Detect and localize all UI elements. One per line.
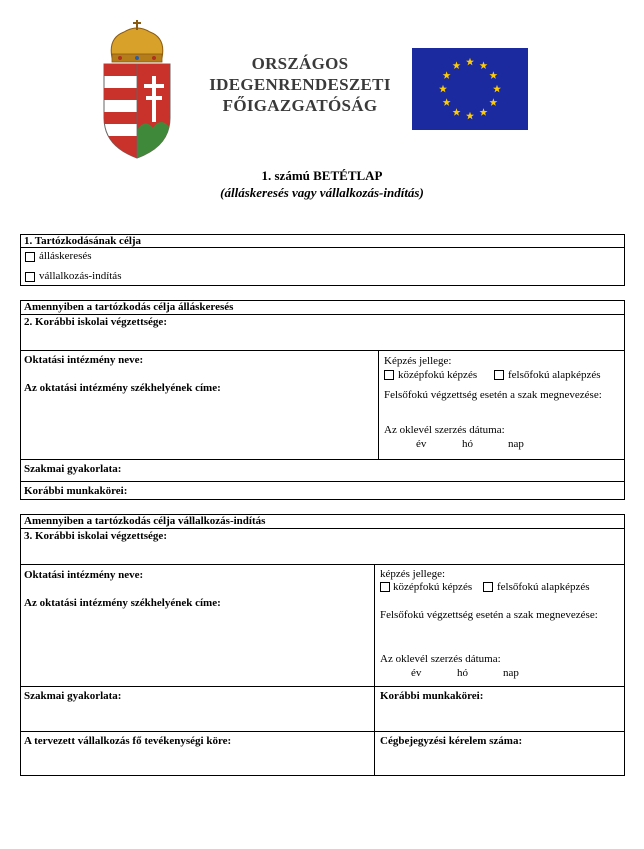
business-day-label: nap (503, 667, 519, 679)
job-search-month-label: hó (462, 438, 473, 450)
job-search-year-label: év (416, 438, 427, 450)
job-search-institution-address-label: Az oktatási intézmény székhelyének címe: (24, 382, 221, 394)
business-institution-address-label: Az oktatási intézmény székhelyének címe: (24, 597, 221, 609)
job-search-education-label: 2. Korábbi iskolai végzettsége: (24, 316, 167, 328)
form-title: 1. számú BETÉTLAP (261, 168, 383, 183)
business-secondary-checkbox[interactable] (380, 582, 390, 592)
purpose-heading: 1. Tartózkodásának célja (24, 235, 142, 247)
hungarian-coat-of-arms-icon (98, 18, 176, 160)
org-line-2: IDEGENRENDESZETI (209, 75, 391, 94)
business-training-type-label: képzés jellege: (380, 568, 446, 580)
job-search-higher-checkbox[interactable] (494, 370, 504, 380)
business-higher-label: felsőfokú alapképzés (497, 581, 590, 593)
business-start-label: vállalkozás-indítás (39, 270, 122, 282)
business-start-checkbox[interactable] (25, 272, 35, 282)
job-search-higher-label: felsőfokú alapképzés (508, 369, 601, 381)
business-previous-jobs-label: Korábbi munkakörei: (380, 690, 484, 702)
job-search-secondary-checkbox[interactable] (384, 370, 394, 380)
job-search-day-label: nap (508, 438, 524, 450)
business-major-label: Felsőfokú végzettség esetén a szak megnevezése: (380, 609, 598, 621)
business-education-label: 3. Korábbi iskolai végzettsége: (24, 530, 167, 542)
business-registration-number-label: Cégbejegyzési kérelem száma: (380, 735, 523, 747)
job-search-checkbox[interactable] (25, 252, 35, 262)
job-search-heading: Amennyiben a tartózkodás célja álláskeresés (24, 301, 234, 313)
org-line-1: ORSZÁGOS (251, 54, 349, 73)
business-main-activity-label: A tervezett vállalkozás fő tevékenységi köre: (24, 735, 232, 747)
business-higher-checkbox[interactable] (483, 582, 493, 592)
organisation-name (200, 53, 400, 116)
business-secondary-label: középfokú képzés (393, 581, 473, 593)
form-subtitle: (álláskeresés vagy vállalkozás-indítás) (220, 185, 424, 200)
job-search-major-label: Felsőfokú végzettség esetén a szak megnevezése: (384, 389, 602, 401)
job-search-training-type-label: Képzés jellege: (384, 355, 452, 367)
org-line-3: FŐIGAZGATÓSÁG (222, 96, 378, 115)
job-search-institution-name-label: Oktatási intézmény neve: (24, 354, 144, 366)
job-search-previous-jobs-label: Korábbi munkakörei: (24, 485, 128, 497)
business-heading: Amennyiben a tartózkodás célja vállalkozás-indítás (24, 515, 266, 527)
job-search-secondary-label: középfokú képzés (398, 369, 478, 381)
job-search-label: álláskeresés (39, 250, 92, 262)
eu-flag-icon (412, 48, 528, 130)
business-year-label: év (411, 667, 422, 679)
business-month-label: hó (457, 667, 468, 679)
job-search-practice-label: Szakmai gyakorlata: (24, 463, 122, 475)
job-search-diploma-date-label: Az oklevél szerzés dátuma: (384, 424, 505, 436)
business-diploma-date-label: Az oklevél szerzés dátuma: (380, 653, 501, 665)
business-practice-label: Szakmai gyakorlata: (24, 690, 122, 702)
business-institution-name-label: Oktatási intézmény neve: (24, 569, 144, 581)
